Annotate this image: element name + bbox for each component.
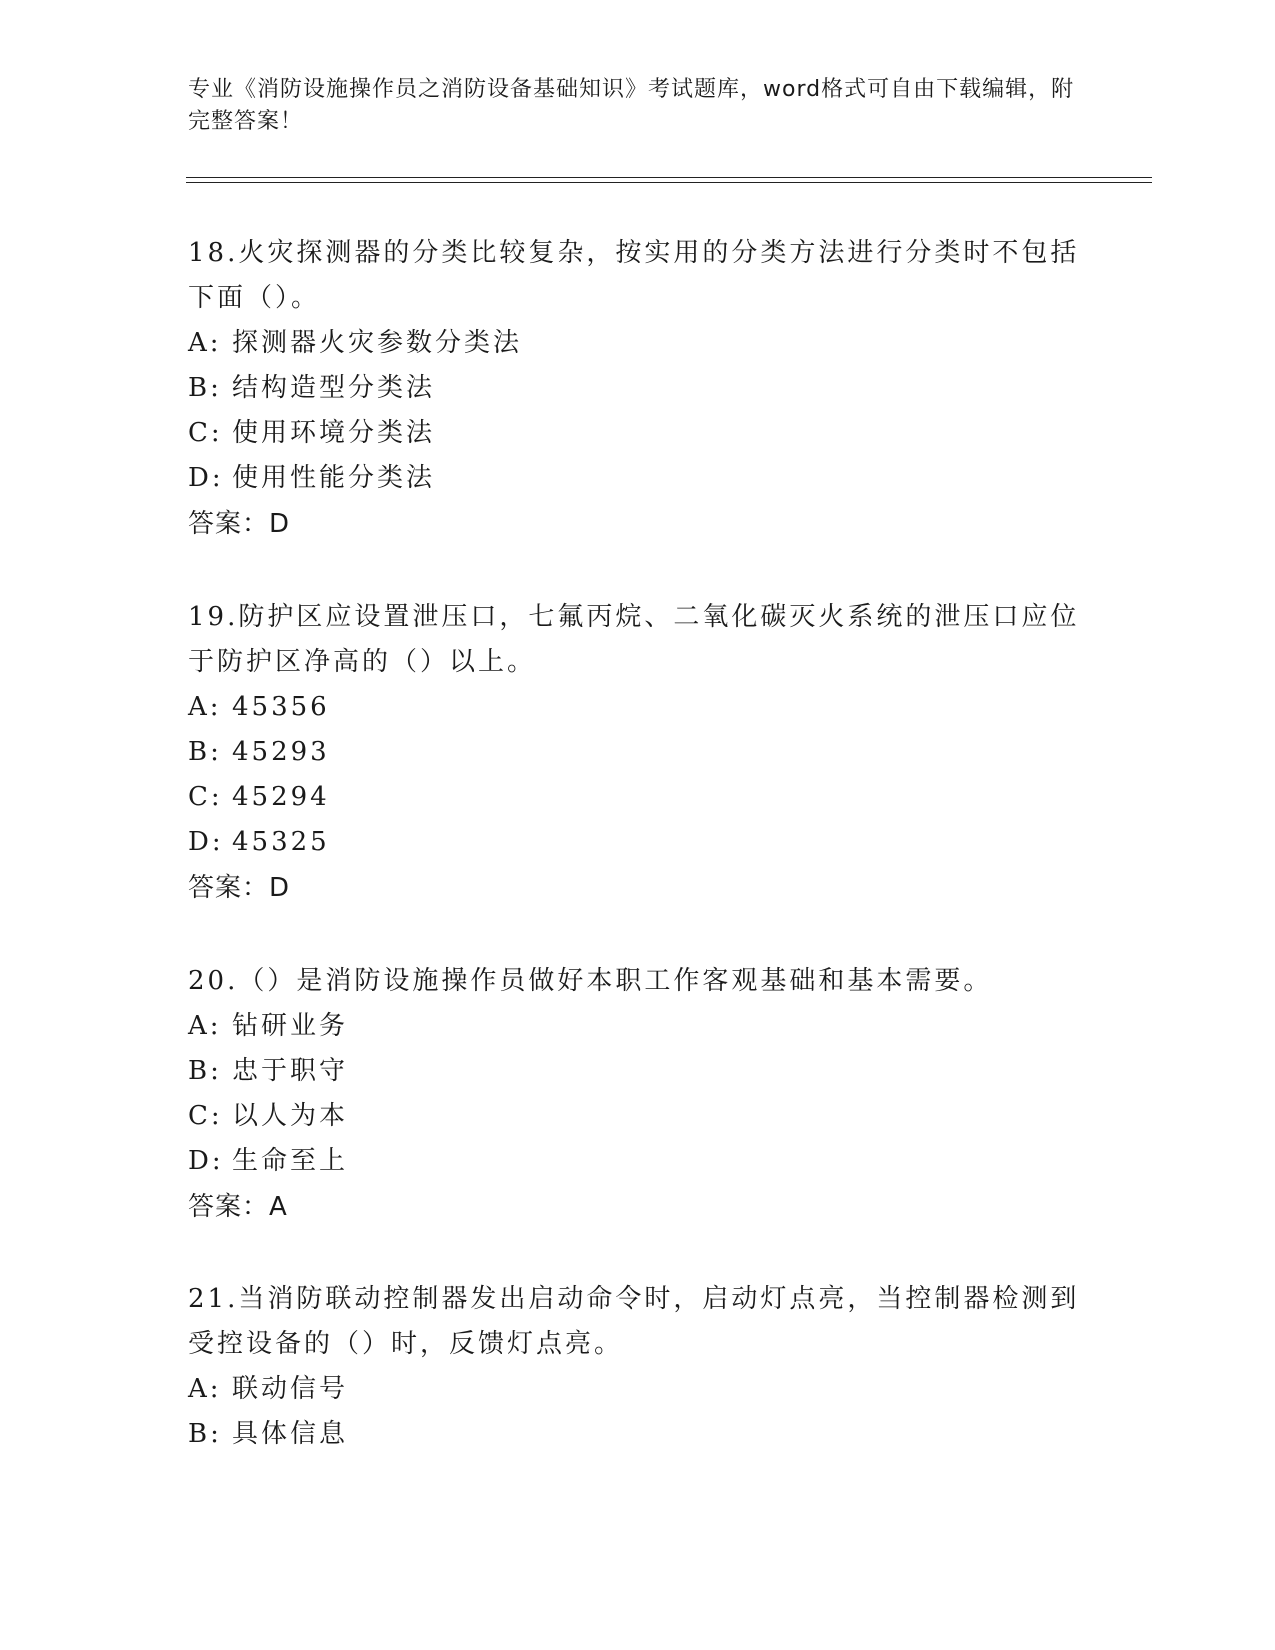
- option-text: 45325: [232, 827, 330, 857]
- option-d: [188, 820, 1088, 865]
- option-a: [188, 1004, 1088, 1049]
- option-key: C:: [188, 418, 223, 448]
- option-text: 忠于职守: [232, 1056, 349, 1086]
- header-divider-bottom: [186, 182, 1152, 183]
- answer-label: 答案：D: [188, 509, 291, 539]
- option-key: D:: [188, 1146, 224, 1176]
- option-key: C:: [188, 782, 223, 812]
- option-a: [188, 321, 1088, 366]
- option-key: A:: [188, 692, 222, 722]
- option-a: [188, 1367, 1088, 1412]
- option-text: 以人为本: [232, 1101, 349, 1131]
- option-b: [188, 1412, 1088, 1457]
- option-text: 探测器火灾参数分类法: [232, 328, 523, 358]
- option-a: [188, 685, 1088, 730]
- answer-label: 答案：D: [188, 873, 291, 903]
- option-text: 具体信息: [232, 1419, 349, 1449]
- option-text: 联动信号: [232, 1374, 349, 1404]
- question-19: [188, 595, 1088, 911]
- option-c: [188, 411, 1088, 456]
- option-b: [188, 730, 1088, 775]
- option-key: B:: [188, 737, 222, 767]
- option-key: A:: [188, 1374, 222, 1404]
- question-20: [188, 959, 1088, 1230]
- option-d: [188, 456, 1088, 501]
- option-key: B:: [188, 1056, 222, 1086]
- option-text: 钻研业务: [232, 1011, 349, 1041]
- document-header: 专业《消防设施操作员之消防设备基础知识》考试题库，word格式可自由下载编辑，附完整答案！: [188, 77, 1075, 134]
- option-text: 使用环境分类法: [232, 418, 436, 448]
- option-text: 结构造型分类法: [232, 373, 436, 403]
- question-stem: 21.当消防联动控制器发出启动命令时，启动灯点亮，当控制器检测到受控设备的（）时，反馈灯点亮。: [188, 1284, 1080, 1359]
- option-key: A:: [188, 1011, 222, 1041]
- option-text: 45356: [232, 692, 330, 722]
- option-key: B:: [188, 1419, 222, 1449]
- option-b: [188, 1049, 1088, 1094]
- option-b: [188, 366, 1088, 411]
- option-key: D:: [188, 827, 224, 857]
- option-key: A:: [188, 328, 222, 358]
- option-c: [188, 775, 1088, 820]
- option-key: D:: [188, 463, 224, 493]
- option-d: [188, 1139, 1088, 1184]
- option-text: 45294: [232, 782, 330, 812]
- answer-label: 答案：A: [188, 1192, 288, 1222]
- option-key: C:: [188, 1101, 223, 1131]
- question-21: [188, 1277, 1088, 1457]
- question-stem: 18.火灾探测器的分类比较复杂，按实用的分类方法进行分类时不包括下面（）。: [188, 238, 1080, 313]
- question-18: [188, 231, 1088, 547]
- question-stem: 20.（）是消防设施操作员做好本职工作客观基础和基本需要。: [188, 966, 993, 996]
- question-stem: 19.防护区应设置泄压口，七氟丙烷、二氧化碳灭火系统的泄压口应位于防护区净高的（）以上。: [188, 602, 1080, 677]
- option-key: B:: [188, 373, 222, 403]
- option-c: [188, 1094, 1088, 1139]
- header-divider-top: [186, 177, 1152, 178]
- option-text: 45293: [232, 737, 330, 767]
- option-text: 生命至上: [232, 1146, 349, 1176]
- option-text: 使用性能分类法: [232, 463, 436, 493]
